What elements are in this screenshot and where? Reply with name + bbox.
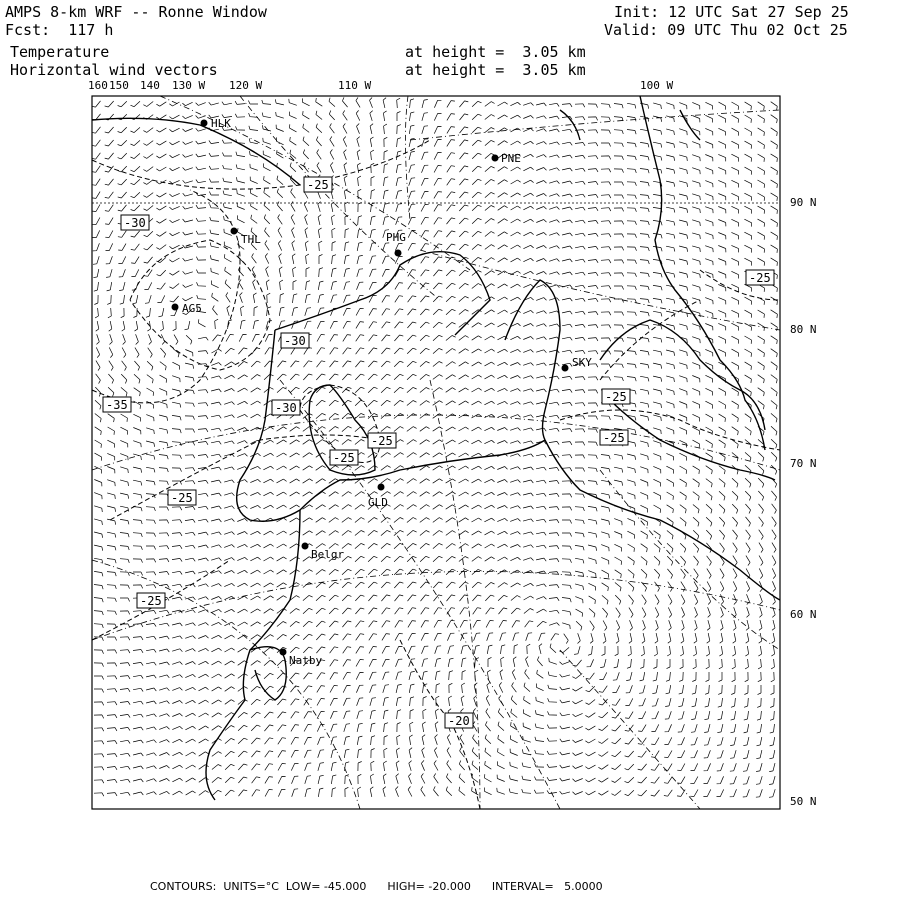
svg-text:-25: -25 <box>371 434 393 448</box>
station-label-phg: PHG <box>386 231 406 244</box>
station-dot-thl <box>231 228 238 235</box>
contour-label <box>137 593 165 608</box>
station-dot-sky <box>562 365 569 372</box>
contour-label <box>445 713 473 728</box>
station-dot-ag5 <box>172 304 179 311</box>
svg-text:-20: -20 <box>448 714 470 728</box>
contour-label <box>368 433 396 448</box>
station-label-thl: THL <box>241 233 261 246</box>
valid-time: Valid: 09 UTC Thu 02 Oct 25 <box>604 21 848 39</box>
contour-label <box>272 400 300 415</box>
lon-label: 160 <box>88 79 108 92</box>
station-label-ag5: AG5 <box>182 302 202 315</box>
station-dot-gld <box>378 484 385 491</box>
contour-label <box>168 490 196 505</box>
lon-label: 140 <box>140 79 160 92</box>
lat-label: 80 N <box>790 323 817 336</box>
lat-label: 60 N <box>790 608 817 621</box>
lon-label: 100 W <box>640 79 674 92</box>
svg-text:-25: -25 <box>171 491 193 505</box>
contour-label <box>746 270 774 285</box>
station-label-sky: SKY <box>572 356 592 369</box>
field-label-wind: Horizontal wind vectors <box>10 61 218 79</box>
svg-text:-25: -25 <box>749 271 771 285</box>
station-dot-phg <box>395 250 402 257</box>
forecast-hour: Fcst: 117 h <box>5 21 114 39</box>
lat-label: 50 N <box>790 795 817 808</box>
svg-text:-25: -25 <box>307 178 329 192</box>
field-label-temperature: Temperature <box>10 43 110 61</box>
station-dot-belgr <box>302 543 309 550</box>
svg-text:-30: -30 <box>124 216 146 230</box>
station-label-gld: GLD <box>368 496 388 509</box>
map-title: AMPS 8-km WRF -- Ronne Window <box>5 3 267 21</box>
init-time: Init: 12 UTC Sat 27 Sep 25 <box>614 3 849 21</box>
station-dot-pne <box>492 155 499 162</box>
lon-label: 120 W <box>229 79 263 92</box>
contour-label <box>602 389 630 404</box>
contour-label <box>281 333 309 348</box>
svg-text:-25: -25 <box>605 390 627 404</box>
station-dot-natby <box>280 649 287 656</box>
height-label-1: at height = 3.05 km <box>405 43 586 61</box>
lon-label: 150 <box>109 79 129 92</box>
svg-text:-25: -25 <box>140 594 162 608</box>
station-markers <box>172 120 569 656</box>
contour-label <box>103 397 131 412</box>
station-label-pne: PNE <box>501 152 521 165</box>
lat-label: 70 N <box>790 457 817 470</box>
temperature-contours <box>92 140 780 809</box>
svg-text:-30: -30 <box>275 401 297 415</box>
coastline <box>92 96 780 800</box>
svg-text:-35: -35 <box>106 398 128 412</box>
svg-text:-25: -25 <box>603 431 625 445</box>
lon-label: 110 W <box>338 79 372 92</box>
station-label-natby: Natby <box>289 654 323 667</box>
contour-footer: CONTOURS: UNITS=°C LOW= -45.000 HIGH= -20.000 INTERVAL= 5.0000 <box>150 880 603 893</box>
svg-text:-30: -30 <box>284 334 306 348</box>
station-label-hlk: HLK <box>211 117 231 130</box>
lat-label: 90 N <box>790 196 817 209</box>
contour-label <box>121 215 149 230</box>
station-dot-hlk <box>201 120 208 127</box>
svg-text:-25: -25 <box>333 451 355 465</box>
contour-label <box>304 177 332 192</box>
contour-label <box>330 450 358 465</box>
contour-label <box>600 430 628 445</box>
height-label-2: at height = 3.05 km <box>405 61 586 79</box>
lon-label: 130 W <box>172 79 206 92</box>
station-label-belgr: Belgr <box>311 548 345 561</box>
